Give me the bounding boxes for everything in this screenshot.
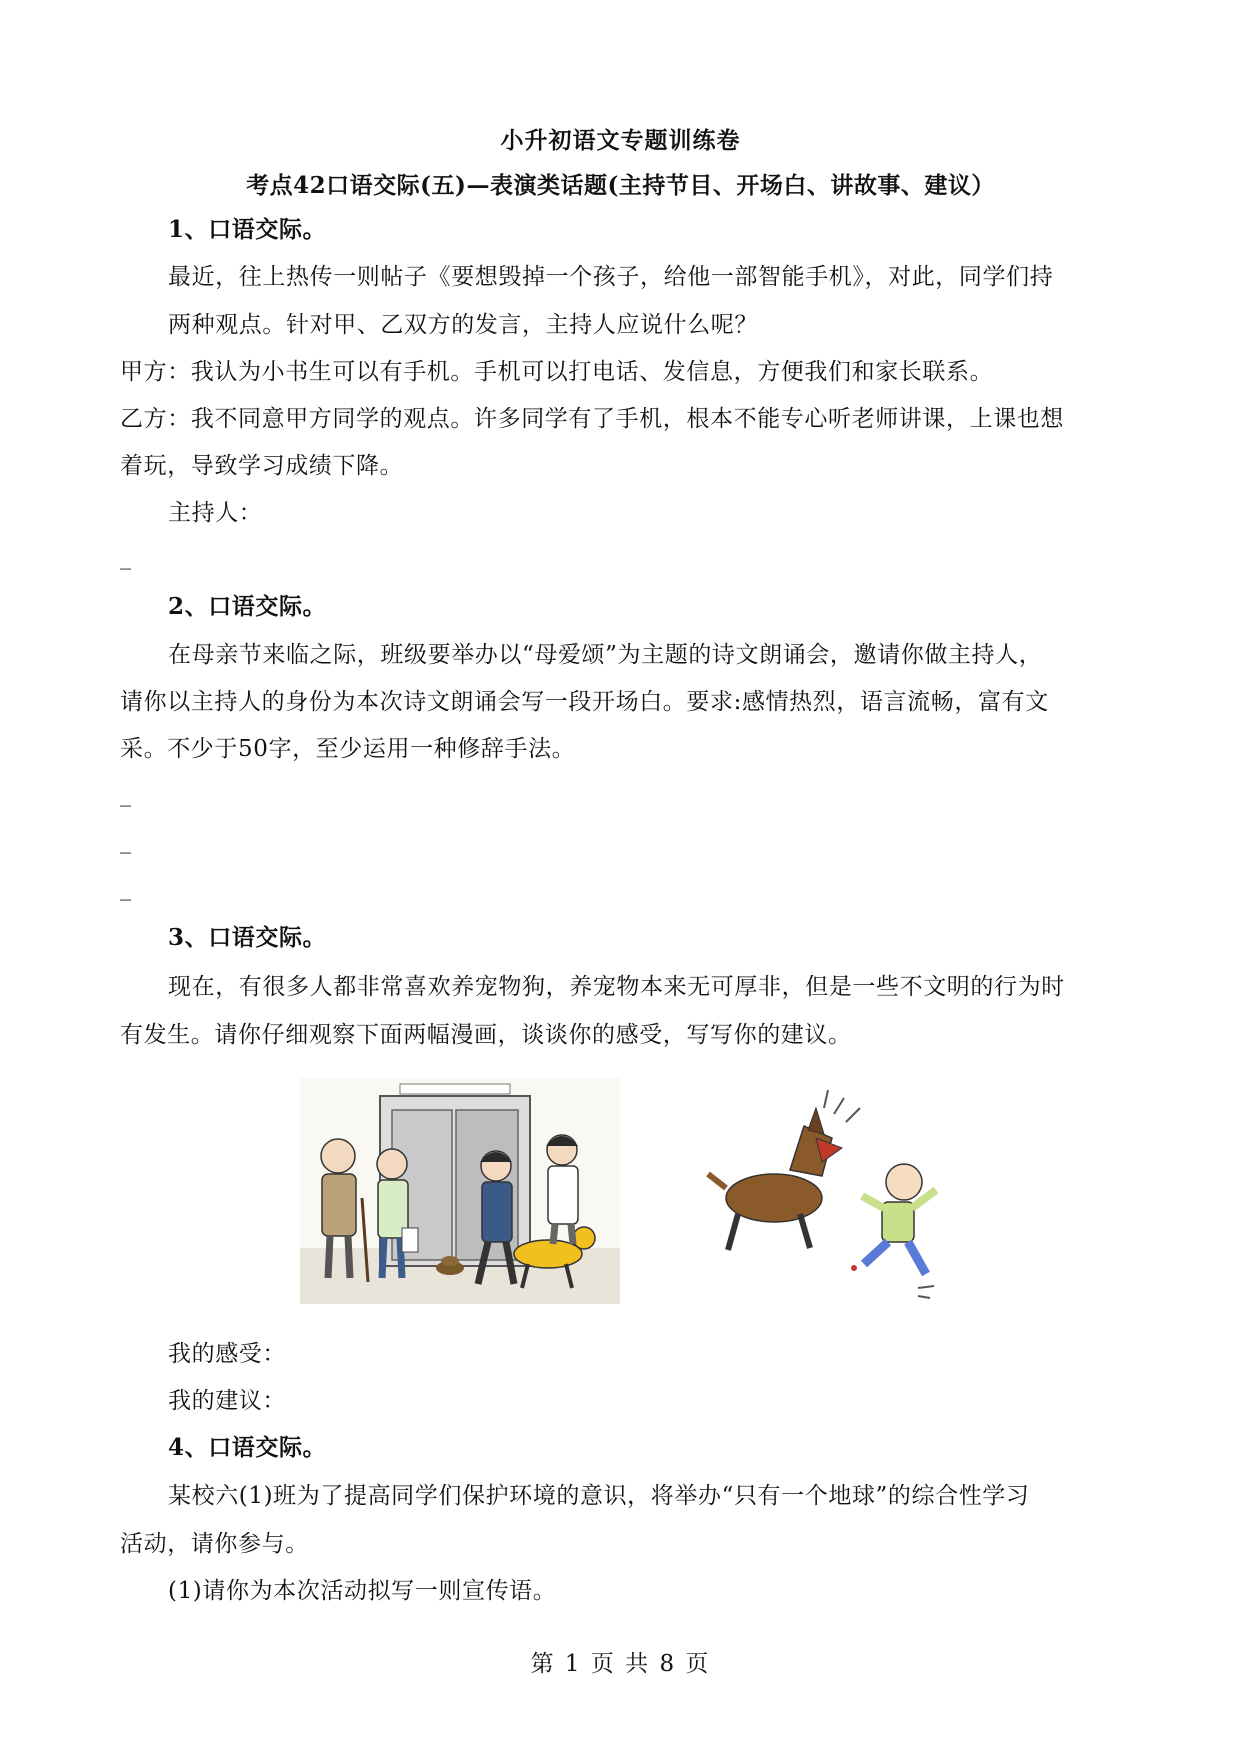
cartoon-elevator-dog-image	[300, 1078, 620, 1304]
q3-line-1: 现在，有很多人都非常喜欢养宠物狗，养宠物本来无可厚非，但是一些不文明的行为时	[168, 974, 1065, 1000]
q4-sub-question-1: (1)请你为本次活动拟写一则宣传语。	[168, 1578, 557, 1604]
q3-line-2: 有发生。请你仔细观察下面两幅漫画，谈谈你的感受，写写你的建议。	[120, 1022, 852, 1048]
q1-paragraph-line-1: 最近，往上热传一则帖子《要想毁掉一个孩子，给他一部智能手机》，对此，同学们持	[168, 264, 1054, 290]
q4-line-2: 活动，请你参与。	[120, 1531, 309, 1557]
q1-side-yi-line-2: 着玩，导致学习成绩下降。	[120, 453, 404, 479]
q1-paragraph-line-2: 两种观点。针对甲、乙双方的发言，主持人应说什么呢？	[168, 312, 758, 338]
q2-line-2: 请你以主持人的身份为本次诗文朗诵会写一段开场白。要求:感情热烈，语言流畅，富有文	[120, 689, 1049, 715]
q4-heading: 4、口语交际。	[168, 1434, 327, 1461]
q1-side-jia: 甲方：我认为小书生可以有手机。手机可以打电话、发信息，方便我们和家长联系。	[120, 359, 994, 385]
q1-answer-blank[interactable]: _	[120, 545, 131, 570]
q3-heading: 3、口语交际。	[168, 924, 327, 951]
q4-line-1: 某校六(1)班为了提高同学们保护环境的意识，将举办“只有一个地球”的综合性学习	[168, 1483, 1030, 1509]
q2-line-3: 采。不少于50字，至少运用一种修辞手法。	[120, 736, 576, 762]
document-title: 小升初语文专题训练卷	[500, 127, 741, 154]
q2-answer-blank-1[interactable]: _	[120, 782, 131, 807]
q2-answer-blank-3[interactable]: _	[120, 876, 131, 901]
document-subtitle: 考点42口语交际(五)—表演类话题(主持节目、开场白、讲故事、建议）	[246, 172, 995, 199]
q1-host-label: 主持人：	[168, 500, 263, 526]
q1-heading: 1、口语交际。	[168, 216, 327, 243]
q1-side-yi-line-1: 乙方：我不同意甲方同学的观点。许多同学有了手机，根本不能专心听老师讲课，上课也想	[120, 406, 1064, 432]
q3-suggestion-label: 我的建议：	[168, 1388, 286, 1414]
page-number-footer: 第 1 页 共 8 页	[530, 1651, 711, 1677]
q2-line-1: 在母亲节来临之际，班级要举办以“母爱颂”为主题的诗文朗诵会，邀请你做主持人，	[168, 642, 1043, 668]
q2-heading: 2、口语交际。	[168, 593, 327, 620]
q3-feeling-label: 我的感受：	[168, 1341, 286, 1367]
cartoon-dog-attack-image	[704, 1078, 954, 1304]
q2-answer-blank-2[interactable]: _	[120, 829, 131, 854]
